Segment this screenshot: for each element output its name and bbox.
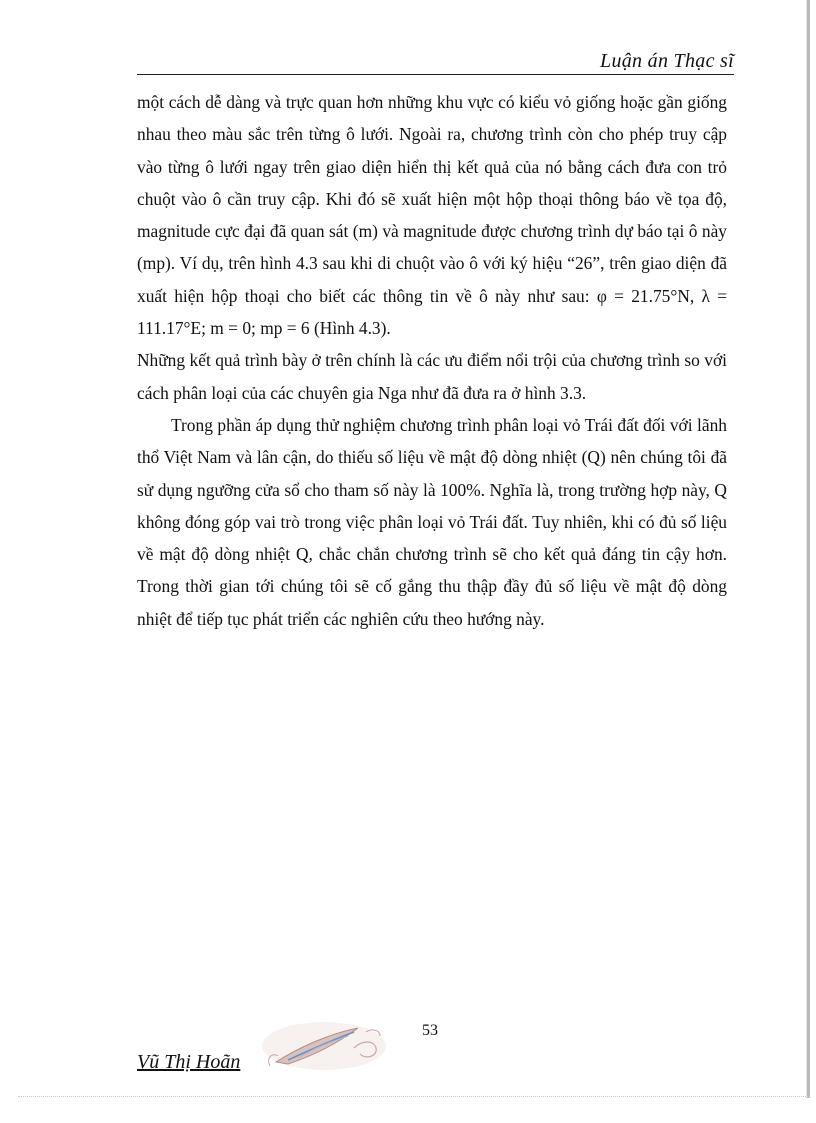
page-border-right [806,0,810,1098]
paragraph-application: Trong phần áp dụng thử nghiệm chương trình phân loại vỏ Trái đất đối với lãnh thổ Việt Nam và lân cận, do thiếu số liệu về mật độ dòng nhiệt (Q) nên chúng tôi đã sử dụng ngưỡng cửa sổ cho tham số này là 100%. Nghĩa là, trong trường hợp này, Q không đóng góp vai trò trong việc phân loại vỏ Trái đất. Tuy nhiên, khi có đủ số liệu về mật độ dòng nhiệt Q, chắc chắn chương trình sẽ cho kết quả đáng tin cậy hơn. Trong thời gian tới chúng tôi sẽ cố gắng thu thập đầy đủ số liệu về mật độ dòng nhiệt để tiếp tục phát triển các nghiên cứu theo hướng này. [137,414,727,629]
footer-author-name: Vũ Thị Hoãn [137,1051,241,1073]
page-header-title: Luận án Thạc sĩ [600,50,734,72]
document-body [137,86,727,635]
page-border-bottom [18,1096,810,1097]
paragraph-continuation: một cách dễ dàng và trực quan hơn những khu vực có kiểu vỏ giống hoặc gần giống nhau theo màu sắc trên từng ô lưới. Ngoài ra, chương trình còn cho phép truy cập vào từng ô lưới ngay trên giao diện hiển thị kết quả của nó bằng cách đưa con trỏ chuột vào ô cần truy cập. Khi đó sẽ xuất hiện một hộp thoại thông báo về tọa độ, magnitude cực đại đã quan sát (m) và magnitude được chương trình dự báo tại ô này (mp). Ví dụ, trên hình 4.3 sau khi di chuột vào ô với ký hiệu “26”, trên giao diện đã xuất hiện hộp thoại cho biết các thông tin về ô này như sau: φ = 21.75°N, λ = 111.17°E; m = 0; mp = 6 (Hình 4.3). [137,92,727,339]
paragraph-advantages: Những kết quả trình bày ở trên chính là các ưu điểm nổi trội của chương trình so với cách phân loại của các chuyên gia Nga như đã đưa ra ở hình 3.3. [137,350,727,403]
feather-quill-icon [258,1018,390,1074]
header-rule [137,74,734,75]
page-number: 53 [422,1022,438,1039]
